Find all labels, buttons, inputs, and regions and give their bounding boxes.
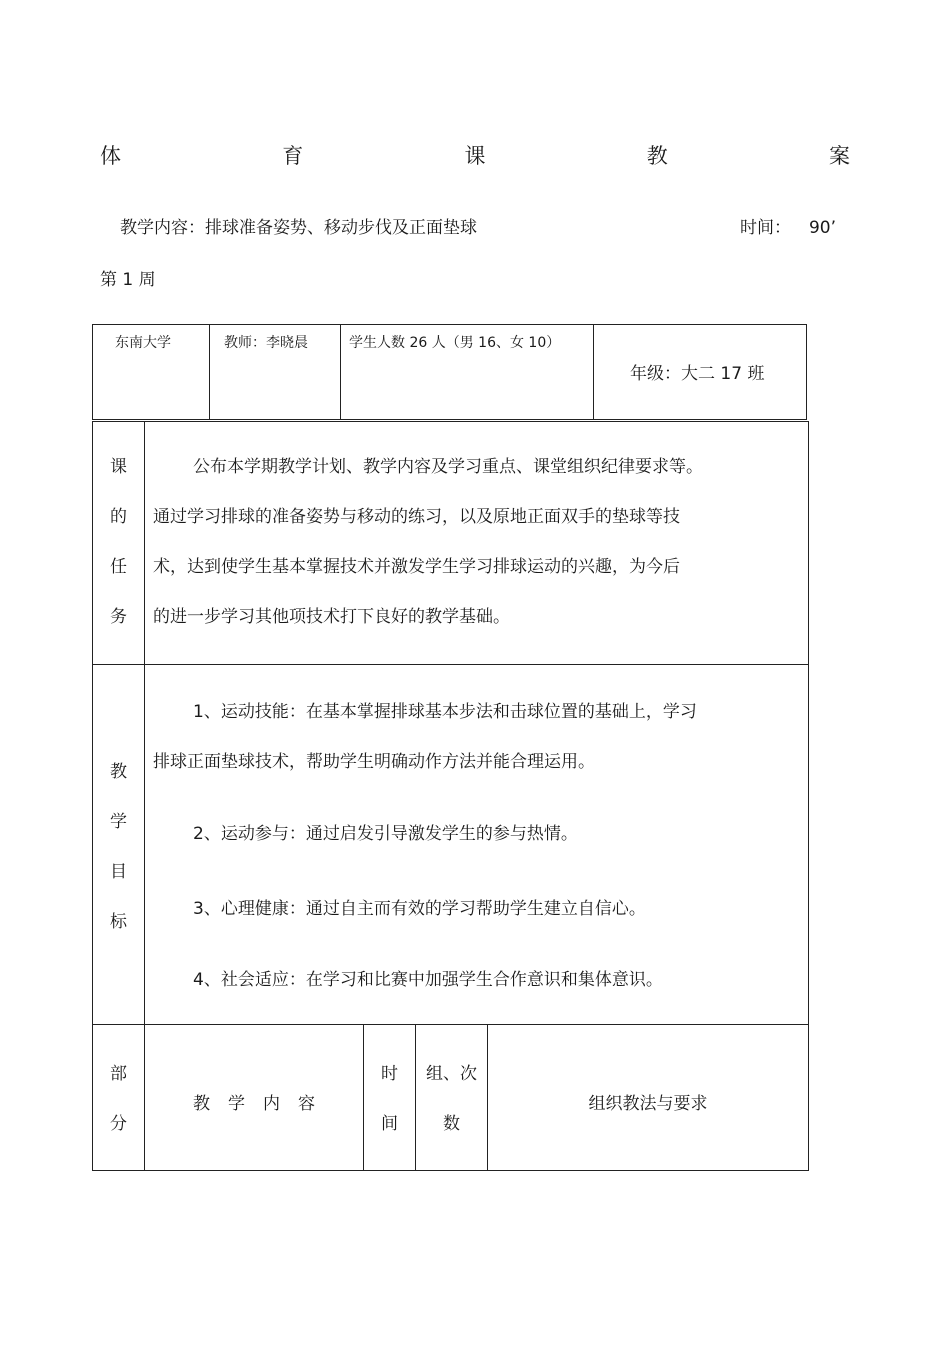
plan-header-row	[93, 1025, 808, 1170]
goal-line: 2、运动参与：通过启发引导激发学生的参与热情。	[193, 824, 578, 844]
label-char: 分	[110, 1114, 127, 1134]
goal-line: 4、社会适应：在学习和比赛中加强学生合作意识和集体意识。	[193, 970, 663, 990]
task-line: 公布本学期教学计划、教学内容及学习重点、课堂组织纪律要求等。	[193, 457, 703, 477]
time-value: 90’	[808, 218, 836, 238]
method-header-text: 组织教法与要求	[588, 1094, 708, 1114]
time-label: 时间：	[739, 218, 791, 238]
label-char: 时	[381, 1064, 398, 1084]
part-header	[93, 1025, 145, 1170]
lesson-table	[92, 421, 809, 1171]
task-line: 术，达到使学生基本掌握技术并激发学生学习排球运动的兴趣，为今后	[153, 557, 680, 577]
grade-class: 年级：大二 17 班	[630, 364, 765, 384]
label-char: 的	[110, 507, 127, 527]
label-char: 学	[110, 812, 127, 832]
goals-body	[145, 665, 808, 1024]
content-header	[145, 1025, 364, 1170]
label-char: 标	[110, 912, 127, 932]
label-char: 务	[110, 607, 127, 627]
teacher-name: 教师：李晓晨	[224, 335, 308, 351]
goals-label	[93, 665, 145, 1024]
title-char: 育	[282, 144, 304, 168]
label-char: 数	[443, 1114, 460, 1134]
school-name: 东南大学	[115, 335, 171, 351]
time-header	[364, 1025, 416, 1170]
students-cell	[341, 325, 594, 419]
school-cell	[93, 325, 210, 419]
label-char: 课	[110, 457, 127, 477]
label-char: 部	[110, 1064, 127, 1084]
teacher-cell	[210, 325, 341, 419]
label-char: 任	[110, 557, 127, 577]
goal-line: 排球正面垫球技术，帮助学生明确动作方法并能合理运用。	[153, 752, 595, 772]
label-char: 教	[110, 762, 127, 782]
label-char: 目	[110, 862, 127, 882]
title-char: 教	[646, 144, 668, 168]
count-header	[416, 1025, 488, 1170]
task-row	[93, 422, 808, 665]
goal-line: 3、心理健康：通过自主而有效的学习帮助学生建立自信心。	[193, 899, 646, 919]
student-count: 学生人数 26 人（男 16、女 10）	[349, 335, 561, 351]
lesson-time	[740, 213, 836, 238]
task-label	[93, 422, 145, 664]
task-line: 通过学习排球的准备姿势与移动的练习，以及原地正面双手的垫球等技	[153, 507, 680, 527]
goals-row	[93, 665, 808, 1025]
title-char: 案	[829, 144, 850, 168]
info-table	[92, 324, 807, 420]
method-header	[488, 1025, 808, 1170]
grade-cell	[594, 325, 806, 419]
page-title	[100, 140, 850, 170]
title-char: 体	[100, 144, 121, 168]
title-char: 课	[464, 144, 486, 168]
task-body	[145, 422, 808, 664]
lesson-content: 教学内容：排球准备姿势、移动步伐及正面垫球	[120, 218, 477, 238]
task-line: 的进一步学习其他项技术打下良好的教学基础。	[153, 607, 510, 627]
label-char: 间	[381, 1114, 398, 1134]
content-header-text: 教学内容	[193, 1094, 333, 1114]
lesson-meta	[120, 213, 850, 238]
goal-line: 1、运动技能：在基本掌握排球基本步法和击球位置的基础上，学习	[193, 702, 697, 722]
week-label: 第 1 周	[100, 270, 156, 290]
label-char: 组、次	[426, 1064, 477, 1084]
